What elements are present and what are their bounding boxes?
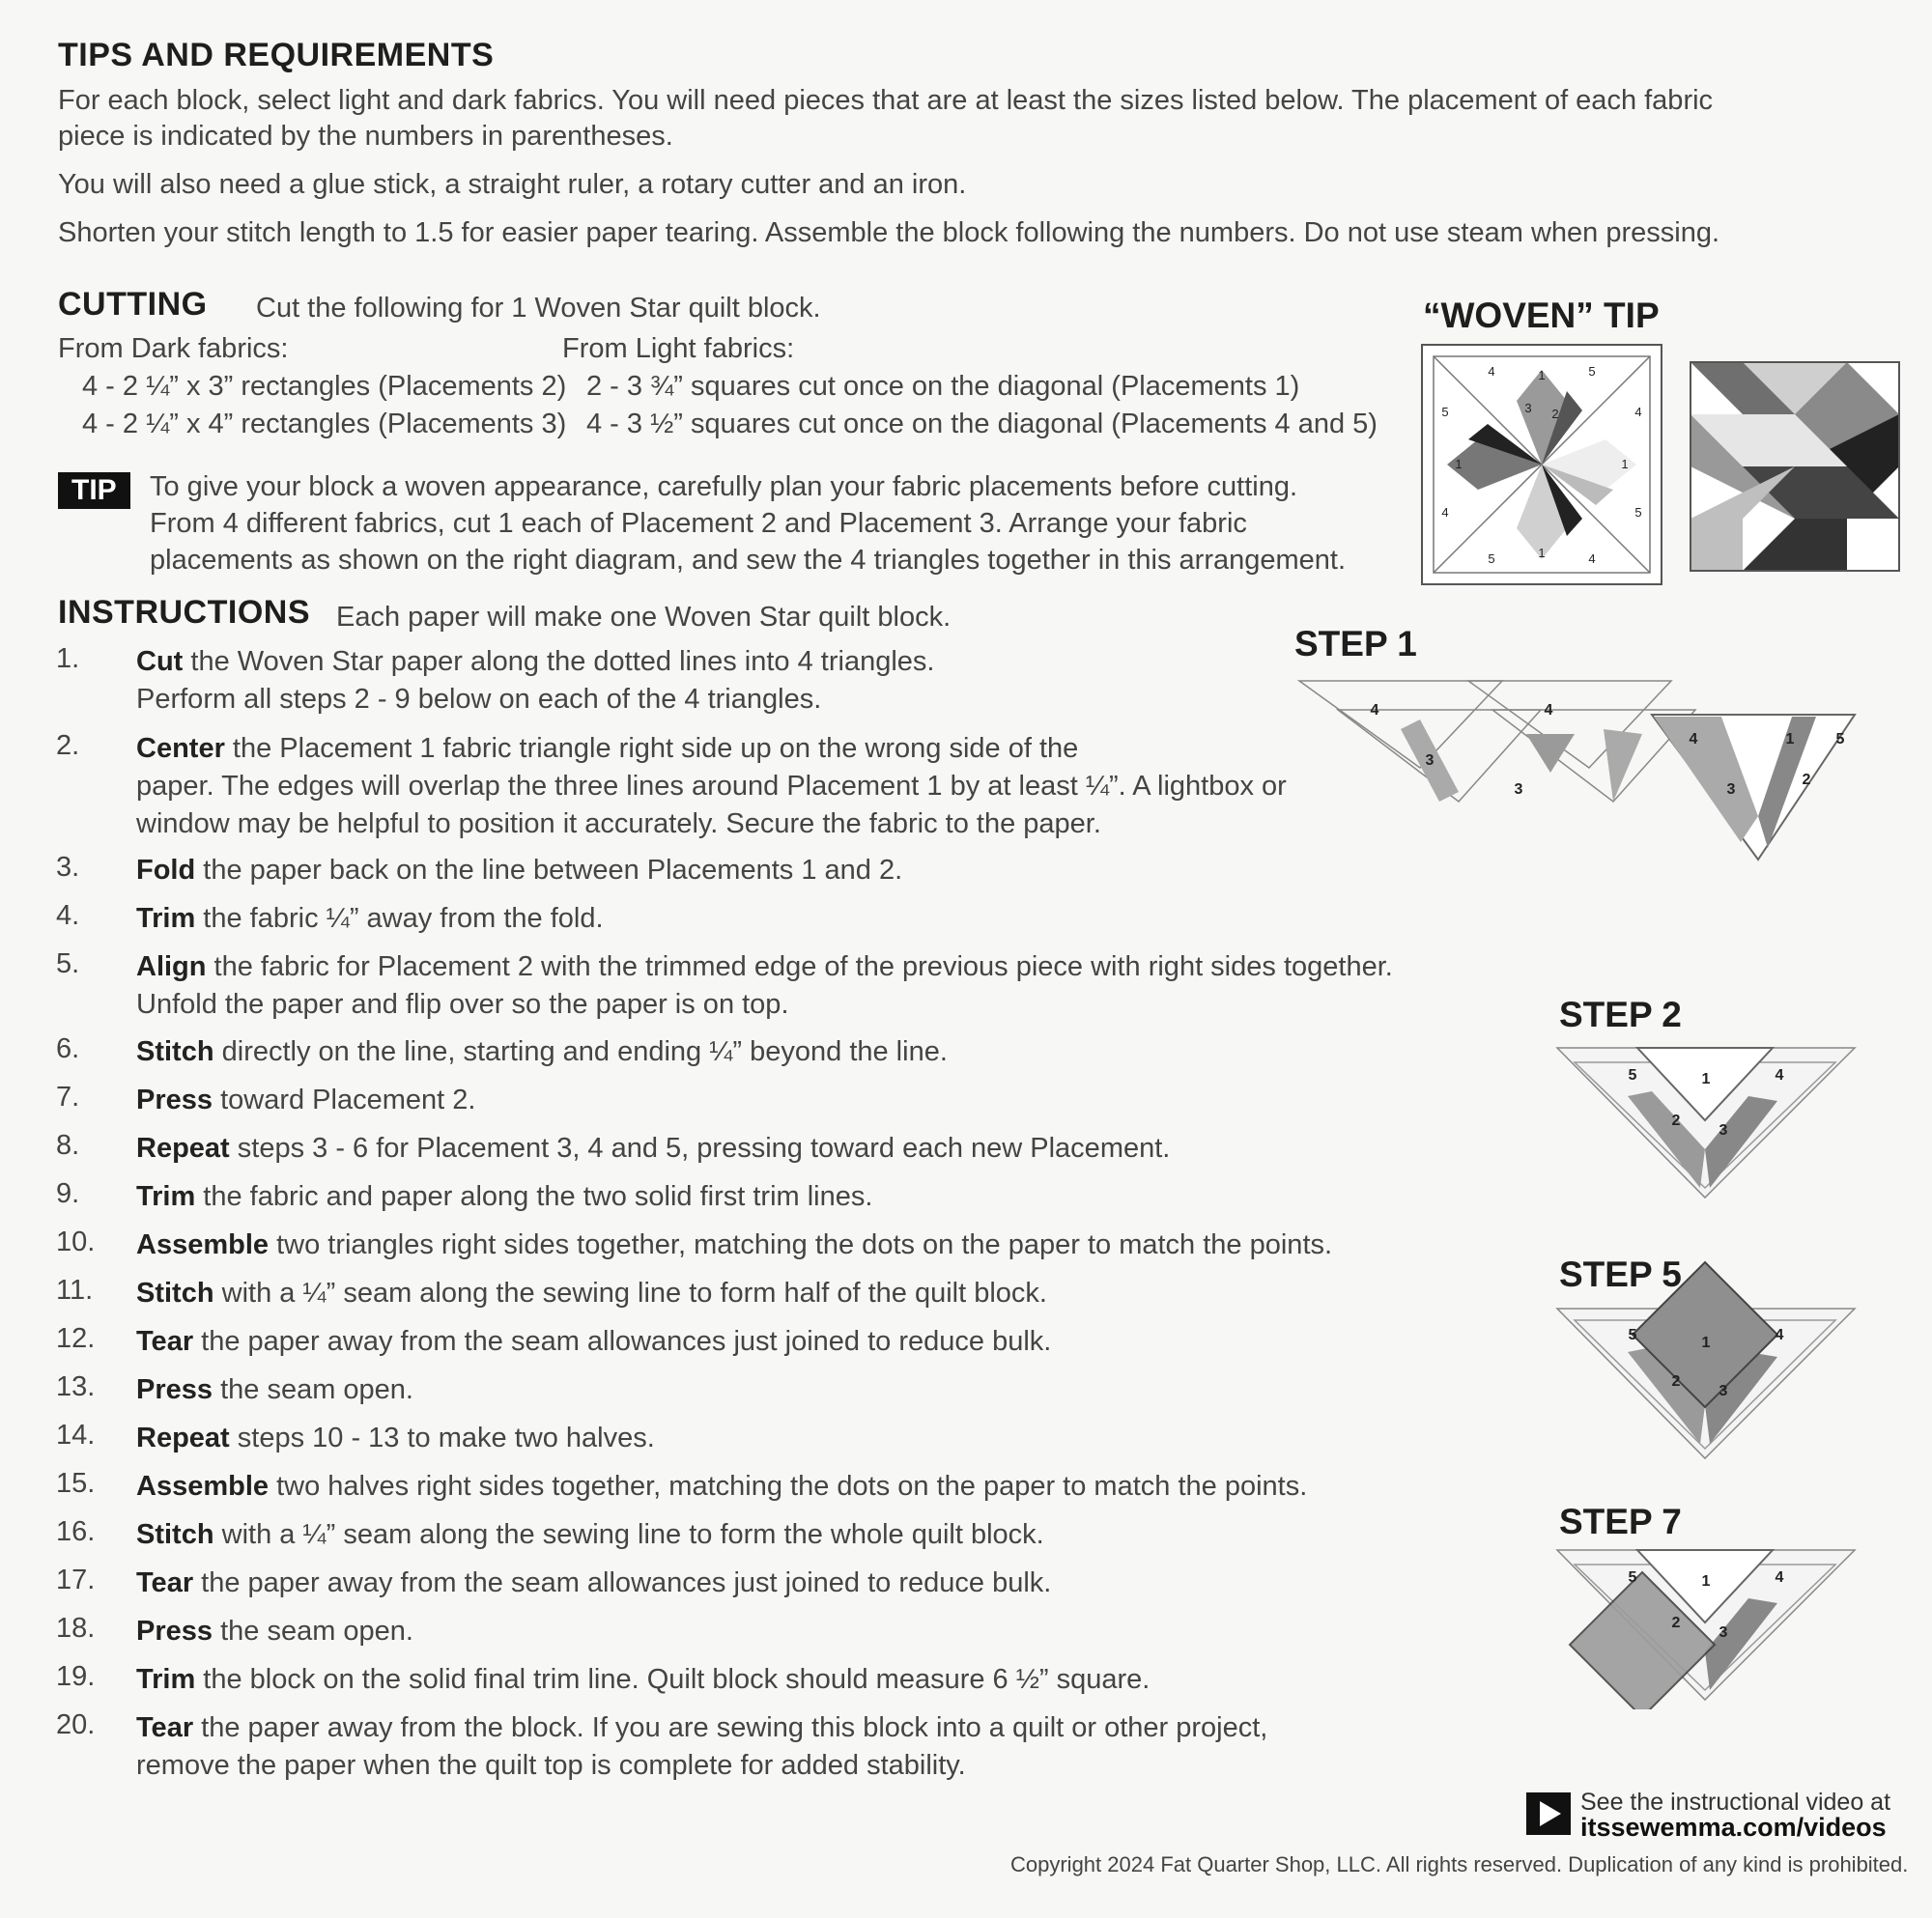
step-description: the seam open. [213, 1374, 413, 1405]
step-description: steps 10 - 13 to make two halves. [229, 1423, 655, 1453]
tips-heading: TIPS AND REQUIREMENTS [58, 37, 495, 73]
step-number: 11. [56, 1275, 94, 1306]
svg-text:3: 3 [1425, 752, 1435, 769]
step-verb: Repeat [136, 1133, 230, 1164]
step-text [136, 1227, 1431, 1264]
svg-text:2: 2 [1802, 772, 1811, 788]
step-text [136, 1130, 1431, 1168]
step-verb: Trim [136, 1664, 196, 1695]
step-number: 3. [56, 852, 80, 883]
play-icon[interactable] [1526, 1792, 1571, 1835]
step-description: the fabric for Placement 2 with the trimmed edge of the previous piece with right sides together. [206, 951, 1393, 982]
svg-text:3: 3 [1514, 781, 1523, 798]
svg-text:4: 4 [1488, 364, 1495, 379]
step-continuation: Unfold the paper and flip over so the paper is on top. [136, 989, 789, 1020]
svg-text:3: 3 [1719, 1624, 1728, 1641]
svg-text:1: 1 [1701, 1573, 1711, 1590]
cutting-heading: CUTTING [58, 286, 208, 323]
instructions-heading: INSTRUCTIONS [58, 594, 310, 631]
step-number: 15. [56, 1468, 96, 1499]
cutting-dark-item: 4 - 2 ¼” x 3” rectangles (Placements 2) [82, 371, 567, 402]
step-verb: Center [136, 733, 225, 764]
step-text [136, 1468, 1431, 1506]
step-verb: Stitch [136, 1278, 214, 1309]
step-continuation: remove the paper when the quilt top is complete for added stability. [136, 1750, 966, 1781]
step-verb: Fold [136, 855, 196, 886]
video-caption: See the instructional video at [1580, 1789, 1891, 1816]
cutting-light-item: 4 - 3 ½” squares cut once on the diagonal (Placements 4 and 5) [586, 409, 1378, 439]
step-number: 12. [56, 1323, 96, 1354]
svg-text:5: 5 [1628, 1067, 1637, 1084]
step-number: 10. [56, 1227, 96, 1257]
step-text [136, 643, 1431, 719]
step7-diagram [1555, 1545, 1864, 1709]
step-description: directly on the line, starting and ending ¼” beyond the line. [213, 1036, 948, 1067]
step-text [136, 1613, 1431, 1650]
tips-paragraph-line: piece is indicated by the numbers in parentheses. [58, 121, 673, 152]
svg-text:2: 2 [1551, 407, 1559, 421]
step-verb: Cut [136, 646, 184, 677]
svg-text:4: 4 [1588, 551, 1596, 566]
step-verb: Trim [136, 903, 196, 934]
step5-title: STEP 5 [1559, 1255, 1682, 1294]
cutting-dark-label: From Dark fabrics: [58, 333, 289, 364]
step-number: 6. [56, 1033, 80, 1064]
step-description: the Placement 1 fabric triangle right side up on the wrong side of the [224, 733, 1079, 764]
step-description: the paper away from the block. If you are sewing this block into a quilt or other project, [193, 1712, 1268, 1743]
step-number: 9. [56, 1178, 80, 1209]
step-description: the fabric and paper along the two solid first trim lines. [195, 1181, 873, 1212]
step-number: 16. [56, 1516, 96, 1547]
svg-text:3: 3 [1524, 401, 1532, 415]
svg-text:2: 2 [1671, 1373, 1681, 1390]
step-verb: Tear [136, 1567, 194, 1598]
woven-tip-title: “WOVEN” TIP [1423, 296, 1660, 335]
svg-text:4: 4 [1634, 405, 1642, 419]
step-number: 13. [56, 1371, 96, 1402]
cutting-intro: Cut the following for 1 Woven Star quilt block. [256, 293, 821, 324]
svg-text:1: 1 [1538, 546, 1546, 560]
svg-text:4: 4 [1689, 731, 1698, 747]
step-text [136, 730, 1431, 843]
cutting-light-label: From Light fabrics: [562, 333, 795, 364]
step-text [136, 1709, 1431, 1785]
svg-text:1: 1 [1701, 1335, 1711, 1351]
step-number: 17. [56, 1565, 96, 1595]
step-description: the fabric ¼” away from the fold. [195, 903, 604, 934]
tip-line: To give your block a woven appearance, carefully plan your fabric placements before cutting. [150, 471, 1298, 502]
tip-line: From 4 different fabrics, cut 1 each of Placement 2 and Placement 3. Arrange your fabric [150, 508, 1247, 539]
step-text [136, 852, 1431, 889]
svg-text:3: 3 [1719, 1383, 1728, 1399]
step-number: 5. [56, 948, 80, 979]
step-number: 1. [56, 643, 80, 674]
step-text [136, 1661, 1431, 1699]
svg-text:1: 1 [1785, 731, 1795, 747]
svg-text:4: 4 [1775, 1067, 1784, 1084]
step-description: with a ¼” seam along the sewing line to form the whole quilt block. [213, 1519, 1044, 1550]
step-number: 7. [56, 1082, 80, 1113]
step-number: 14. [56, 1420, 96, 1451]
step-description: the paper away from the seam allowances just joined to reduce bulk. [193, 1567, 1052, 1598]
step7-title: STEP 7 [1559, 1502, 1682, 1541]
tips-paragraph-line: For each block, select light and dark fabrics. You will need pieces that are at least the sizes listed below. The placement of each fabric [58, 85, 1714, 116]
cutting-dark-item: 4 - 2 ¼” x 4” rectangles (Placements 3) [82, 409, 567, 439]
step-description: two halves right sides together, matching the dots on the paper to match the points. [269, 1471, 1308, 1502]
svg-text:5: 5 [1835, 731, 1845, 747]
step-text [136, 1420, 1431, 1457]
step-verb: Assemble [136, 1471, 270, 1502]
woven-tip-diagrams [1420, 343, 1903, 590]
step-continuation: window may be helpful to position it accurately. Secure the fabric to the paper. [136, 808, 1101, 839]
step-description: toward Placement 2. [213, 1085, 476, 1115]
svg-text:5: 5 [1488, 551, 1495, 566]
step-verb: Tear [136, 1712, 194, 1743]
svg-text:4: 4 [1441, 505, 1449, 520]
step-description: the paper away from the seam allowances just joined to reduce bulk. [193, 1326, 1052, 1357]
svg-text:1: 1 [1621, 457, 1629, 471]
step2-diagram [1555, 1043, 1864, 1207]
step-description: steps 3 - 6 for Placement 3, 4 and 5, pressing toward each new Placement. [229, 1133, 1171, 1164]
step-continuation: paper. The edges will overlap the three lines around Placement 1 by at least ¼”. A lightbox or [136, 771, 1287, 802]
finished-block-diagram [1690, 362, 1899, 571]
step-description: with a ¼” seam along the sewing line to form half of the quilt block. [213, 1278, 1047, 1309]
step5-diagram [1555, 1260, 1864, 1463]
video-link[interactable]: itssewemma.com/videos [1580, 1813, 1887, 1842]
step-text [136, 1033, 1431, 1071]
tip-line: placements as shown on the right diagram, and sew the 4 triangles together in this arrangement. [150, 545, 1347, 576]
svg-text:5: 5 [1588, 364, 1596, 379]
svg-text:1: 1 [1538, 368, 1546, 382]
svg-text:4: 4 [1370, 702, 1379, 719]
step1-title: STEP 1 [1294, 624, 1417, 663]
svg-text:5: 5 [1628, 1327, 1637, 1343]
step-text [136, 1178, 1431, 1216]
step-text [136, 1565, 1431, 1602]
step-number: 8. [56, 1130, 80, 1161]
paper-block-diagram [1422, 345, 1662, 584]
step-number: 18. [56, 1613, 96, 1644]
svg-text:1: 1 [1701, 1071, 1711, 1087]
tip-badge: TIP [58, 472, 130, 509]
svg-text:3: 3 [1719, 1122, 1728, 1139]
step2-title: STEP 2 [1559, 995, 1682, 1034]
step-number: 20. [56, 1709, 96, 1740]
svg-text:4: 4 [1544, 702, 1553, 719]
step-verb: Assemble [136, 1229, 270, 1260]
step-description: two triangles right sides together, matching the dots on the paper to match the points. [269, 1229, 1333, 1260]
step-number: 19. [56, 1661, 96, 1692]
step-text [136, 900, 1431, 938]
step-text [136, 1082, 1431, 1119]
step-description: the Woven Star paper along the dotted lines into 4 triangles. [183, 646, 935, 677]
step1-diagram [1294, 676, 1864, 869]
step-description: the seam open. [213, 1616, 413, 1647]
step-text [136, 948, 1431, 1024]
tips-supplies: You will also need a glue stick, a straight ruler, a rotary cutter and an iron. [58, 169, 967, 200]
step-continuation: Perform all steps 2 - 9 below on each of the 4 triangles. [136, 684, 822, 715]
step-verb: Press [136, 1374, 213, 1405]
svg-text:1: 1 [1455, 457, 1463, 471]
step-text [136, 1323, 1431, 1361]
step-verb: Trim [136, 1181, 196, 1212]
svg-text:3: 3 [1726, 781, 1736, 798]
step-number: 2. [56, 730, 80, 761]
step-text [136, 1275, 1431, 1312]
step-number: 4. [56, 900, 80, 931]
step-description: the block on the solid final trim line. Quilt block should measure 6 ½” square. [195, 1664, 1151, 1695]
step-verb: Stitch [136, 1036, 214, 1067]
step-verb: Repeat [136, 1423, 230, 1453]
cutting-light-item: 2 - 3 ¾” squares cut once on the diagonal (Placements 1) [586, 371, 1300, 402]
step-text [136, 1371, 1431, 1409]
svg-text:4: 4 [1775, 1327, 1784, 1343]
svg-text:2: 2 [1671, 1113, 1681, 1129]
step-description: the paper back on the line between Placements 1 and 2. [195, 855, 903, 886]
step-verb: Stitch [136, 1519, 214, 1550]
step-verb: Press [136, 1616, 213, 1647]
tips-stitch: Shorten your stitch length to 1.5 for easier paper tearing. Assemble the block following the numbers. Do not use steam when pressing. [58, 217, 1720, 248]
svg-text:5: 5 [1634, 505, 1642, 520]
svg-text:2: 2 [1671, 1615, 1681, 1631]
svg-text:5: 5 [1628, 1569, 1637, 1586]
step-verb: Align [136, 951, 207, 982]
instructions-intro: Each paper will make one Woven Star quilt block. [336, 602, 952, 633]
step-verb: Tear [136, 1326, 194, 1357]
copyright: Copyright 2024 Fat Quarter Shop, LLC. All rights reserved. Duplication of any kind is prohibited. [1010, 1852, 1909, 1876]
svg-text:4: 4 [1775, 1569, 1784, 1586]
svg-text:5: 5 [1441, 405, 1449, 419]
step-verb: Press [136, 1085, 213, 1115]
step-text [136, 1516, 1431, 1554]
